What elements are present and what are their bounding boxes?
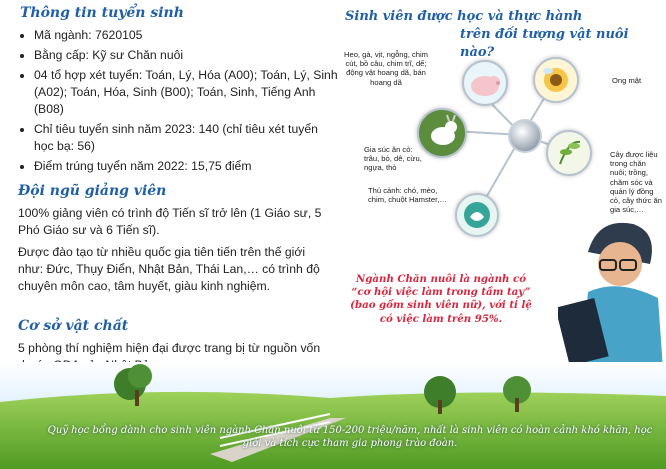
- list-item: • Bằng cấp: Kỹ sư Chăn nuôi: [34, 47, 339, 64]
- list-item: • 04 tổ hợp xét tuyển: Toán, Lý, Hóa (A00); Toán, Lý, Sinh (A02); Toán, Hóa, Sinh (B00); Toán, Sinh, Tiếng Anh (B08): [34, 67, 339, 118]
- animals-title-line1: Sinh viên được học và thực hành: [345, 9, 583, 24]
- faculty-para-2: Được đào tạo từ nhiều quốc gia tiên tiến trên thế giới như: Đức, Thụy Điển, Nhật Bản, Thái Lan,… có trình độ chuyên môn cao, tâm huyết, giàu kinh nghiệm.: [18, 245, 320, 293]
- faculty-para-1: 100% giảng viên có trình độ Tiến sĩ trở lên (1 Giáo sư, 5 Phó Giáo sư và 6 Tiến sĩ).: [18, 206, 322, 237]
- scholarship-note: Quỹ học bổng dành cho sinh viên ngành Chăn nuôi từ 150-200 triệu/năm, nhất là sinh viên có hoàn cảnh khó khăn, học giỏi và tích cực tham gia phong trào đoàn.: [47, 425, 653, 449]
- goat-icon: [417, 108, 467, 158]
- facilities-heading: Cơ sở vật chất: [18, 318, 129, 334]
- admission-list: [20, 27, 339, 178]
- pets-label: Thú cảnh: chó, mèo, chim, chuột Hamster,…: [368, 186, 447, 205]
- animals-title-line2: trên đối tượng vật nuôi nào?: [460, 27, 629, 60]
- poultry-label: Heo, gà, vịt, ngỗng, chim cút, bồ câu, chim trĩ, dế; động vật hoang dã, bán hoang dã: [344, 50, 428, 87]
- plants-label: Cây được liệu trong chăn nuôi; trồng, chăm sóc và quản lý đồng cỏ, cây thức ăn gia súc,…: [610, 150, 662, 215]
- landscape-scene: [0, 362, 666, 469]
- list-item: • Chỉ tiêu tuyển sinh năm 2023: 140 (chỉ tiêu xét tuyển học bạ: 56): [34, 121, 339, 155]
- pets-icon: [455, 193, 499, 237]
- list-item: • Điểm trúng tuyển năm 2022: 15,75 điểm: [34, 158, 339, 175]
- facilities-para: 5 phòng thí nghiệm hiện đại được trang bị từ nguồn vốn: [18, 341, 321, 355]
- center-hub: [508, 119, 542, 153]
- ruminant-label: Gia súc ăn cỏ: trâu, bò, dê, cừu, ngựa, thỏ: [364, 145, 422, 173]
- admission-heading: Thông tin tuyển sinh: [20, 5, 184, 21]
- list-item: • Mã ngành: 7620105: [34, 27, 339, 44]
- job-note: Ngành Chăn nuôi là ngành có “cơ hội việc làm trong tầm tay” (bao gồm sinh viên nữ), với tỉ lệ có việc làm trên 95%.: [350, 273, 532, 325]
- faculty-heading: Đội ngũ giảng viên: [18, 183, 167, 199]
- herb-icon: [546, 130, 592, 176]
- bee-label: Ong mật: [612, 76, 642, 85]
- pig-icon: [462, 60, 508, 106]
- bee-icon: [533, 57, 579, 103]
